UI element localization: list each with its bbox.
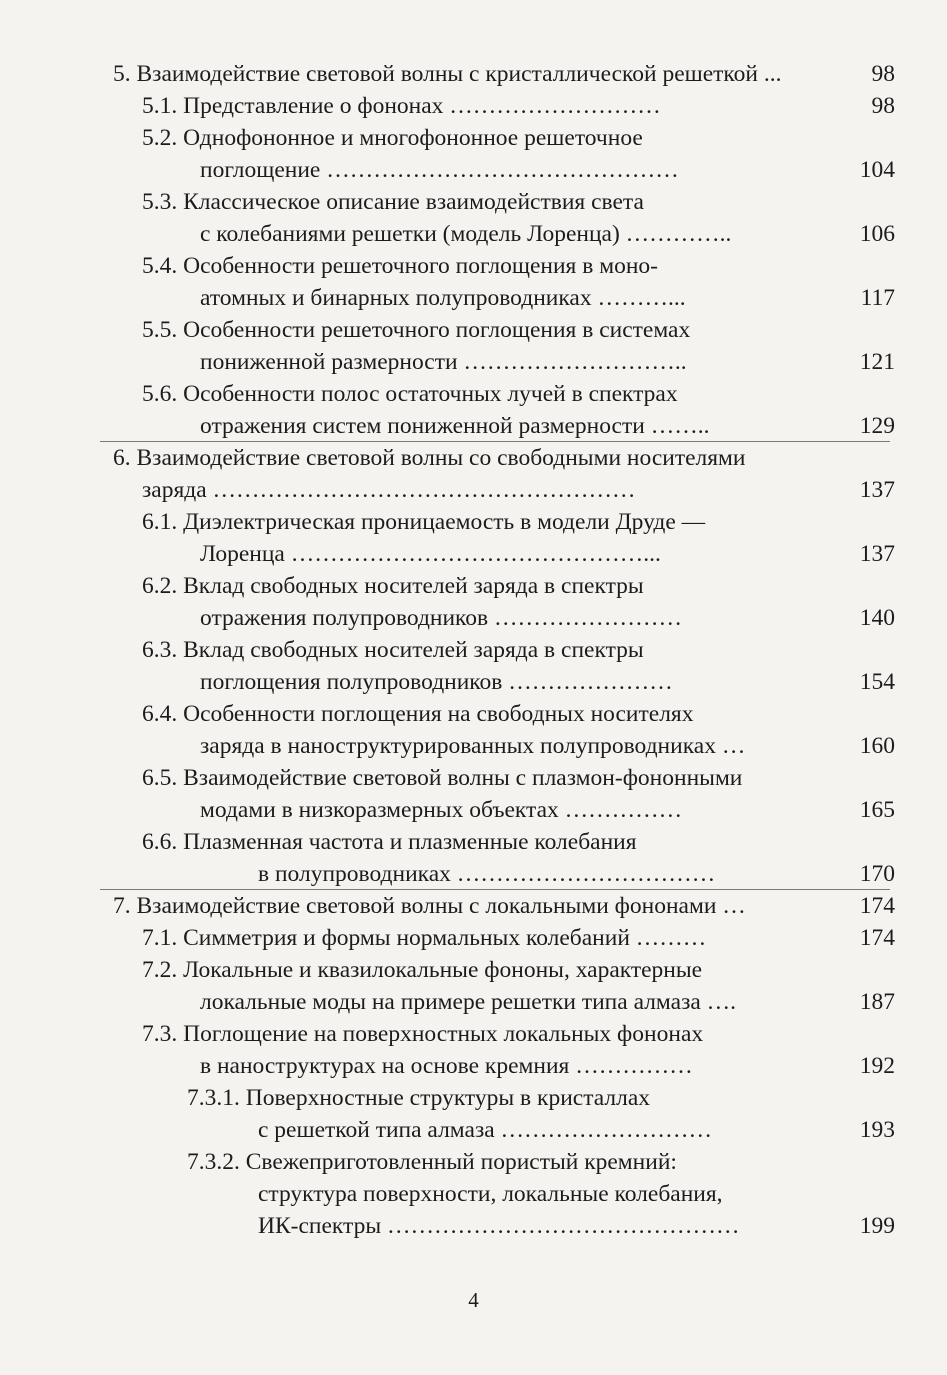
toc-entry-title: пониженной размерности ……………………….. bbox=[200, 349, 687, 375]
toc-entry bbox=[0, 410, 947, 442]
toc-entry bbox=[0, 314, 947, 346]
toc-entry-title: 7.3.2. Свежеприготовленный пористый кремний: bbox=[187, 1149, 677, 1175]
toc-entry bbox=[0, 1082, 947, 1114]
toc-entry bbox=[0, 890, 947, 922]
toc-entry-title: заряда в наноструктурированных полупроводниках … bbox=[200, 733, 746, 759]
toc-entry-title: ИК-спектры ……………………………………… bbox=[258, 1213, 740, 1239]
toc-entry-title: в наноструктурах на основе кремния …………… bbox=[200, 1053, 693, 1079]
toc-entry bbox=[0, 346, 947, 378]
toc-entry bbox=[0, 122, 947, 154]
toc-entry bbox=[0, 474, 947, 506]
toc-entry-page: 137 bbox=[859, 477, 895, 503]
toc-entry-title: отражения систем пониженной размерности …….. bbox=[200, 413, 710, 439]
toc-entry bbox=[0, 90, 947, 122]
toc-entry bbox=[0, 826, 947, 858]
toc-entry bbox=[0, 1210, 947, 1242]
toc-entry bbox=[0, 730, 947, 762]
toc-entry-title: 5.1. Представление о фононах ……………………… bbox=[142, 93, 661, 119]
toc-entry-title: 5.4. Особенности решеточного поглощения в моно- bbox=[142, 253, 658, 279]
toc-entry-title: 7.1. Симметрия и формы нормальных колебаний ……… bbox=[142, 925, 707, 951]
toc-entry-title: структура поверхности, локальные колебания, bbox=[258, 1181, 723, 1207]
toc-entry-page: 98 bbox=[871, 61, 895, 87]
toc-entry bbox=[0, 58, 947, 90]
toc-entry-title: 6.1. Диэлектрическая проницаемость в модели Друде — bbox=[142, 509, 706, 535]
toc-entry bbox=[0, 666, 947, 698]
toc-entry-page: 192 bbox=[859, 1053, 895, 1079]
toc-entry-title: 5.6. Особенности полос остаточных лучей в спектрах bbox=[142, 381, 678, 407]
toc-entry bbox=[0, 1050, 947, 1082]
toc-entry bbox=[0, 1114, 947, 1146]
toc-entry bbox=[0, 506, 947, 538]
toc-entry bbox=[0, 954, 947, 986]
toc-entry-page: 165 bbox=[859, 797, 895, 823]
toc-entry-title: в полупроводниках …………………………… bbox=[258, 861, 716, 887]
toc-entry-title: 6.6. Плазменная частота и плазменные колебания bbox=[142, 829, 637, 855]
toc-entry bbox=[0, 634, 947, 666]
toc-entry-page: 160 bbox=[859, 733, 895, 759]
toc-entry-page: 174 bbox=[859, 925, 895, 951]
toc-entry bbox=[0, 570, 947, 602]
toc-entry-title: 6. Взаимодействие световой волны со свободными носителями bbox=[113, 445, 746, 471]
toc-entry-page: 199 bbox=[859, 1213, 895, 1239]
toc-entry bbox=[0, 218, 947, 250]
table-of-contents bbox=[0, 58, 947, 1242]
toc-entry-title: локальные моды на примере решетки типа алмаза …. bbox=[200, 989, 737, 1015]
toc-entry-page: 187 bbox=[859, 989, 895, 1015]
toc-entry bbox=[0, 794, 947, 826]
toc-entry bbox=[0, 1018, 947, 1050]
toc-entry-title: модами в низкоразмерных объектах …………… bbox=[200, 797, 683, 823]
toc-entry-title: отражения полупроводников …………………… bbox=[200, 605, 683, 631]
toc-entry-title: 7. Взаимодействие световой волны с локальными фононами … bbox=[113, 893, 746, 919]
toc-entry-page: 98 bbox=[871, 93, 895, 119]
toc-entry-page: 137 bbox=[859, 541, 895, 567]
toc-entry bbox=[0, 282, 947, 314]
toc-entry-title: 6.2. Вклад свободных носителей заряда в спектры bbox=[142, 573, 644, 599]
toc-entry bbox=[0, 762, 947, 794]
toc-entry-page: 140 bbox=[859, 605, 895, 631]
toc-entry bbox=[0, 442, 947, 474]
toc-entry-title: 5.2. Однофононное и многофононное решеточное bbox=[142, 125, 643, 151]
toc-entry-title: 7.3. Поглощение на поверхностных локальных фононах bbox=[142, 1021, 704, 1047]
toc-entry bbox=[0, 538, 947, 570]
toc-entry-title: поглощение ……………………………………… bbox=[200, 157, 679, 183]
toc-entry-title: с решеткой типа алмаза ……………………… bbox=[258, 1117, 713, 1143]
toc-entry-title: заряда ……………………………………………… bbox=[142, 477, 636, 503]
toc-entry-page: 154 bbox=[859, 669, 895, 695]
toc-entry-page: 117 bbox=[860, 285, 895, 311]
toc-entry bbox=[0, 250, 947, 282]
toc-entry-page: 129 bbox=[859, 413, 895, 439]
toc-entry-title: 7.3.1. Поверхностные структуры в кристаллах bbox=[187, 1085, 651, 1111]
toc-entry-title: Лоренца ………………………………………... bbox=[200, 541, 661, 567]
toc-entry-title: поглощения полупроводников ………………… bbox=[200, 669, 673, 695]
toc-entry bbox=[0, 922, 947, 954]
toc-entry-page: 170 bbox=[859, 861, 895, 887]
toc-entry-title: 7.2. Локальные и квазилокальные фононы, характерные bbox=[142, 957, 703, 983]
toc-entry bbox=[0, 154, 947, 186]
toc-entry-page: 174 bbox=[859, 893, 895, 919]
toc-entry bbox=[0, 698, 947, 730]
toc-entry-page: 106 bbox=[859, 221, 895, 247]
toc-entry bbox=[0, 602, 947, 634]
toc-entry bbox=[0, 858, 947, 890]
toc-entry-title: атомных и бинарных полупроводниках ………... bbox=[200, 285, 686, 311]
toc-entry-title: 6.4. Особенности поглощения на свободных носителях bbox=[142, 701, 694, 727]
toc-entry-title: 6.5. Взаимодействие световой волны с плазмон-фононными bbox=[142, 765, 743, 791]
toc-entry-title: с колебаниями решетки (модель Лоренца) ………….. bbox=[200, 221, 732, 247]
toc-entry bbox=[0, 186, 947, 218]
toc-entry bbox=[0, 378, 947, 410]
toc-entry-page: 193 bbox=[859, 1117, 895, 1143]
toc-entry-page: 121 bbox=[859, 349, 895, 375]
toc-entry-page: 104 bbox=[859, 157, 895, 183]
toc-entry-title: 5. Взаимодействие световой волны с кристаллической решеткой ... bbox=[113, 61, 782, 87]
toc-entry-title: 5.3. Классическое описание взаимодействия света bbox=[142, 189, 644, 215]
toc-entry-title: 6.3. Вклад свободных носителей заряда в спектры bbox=[142, 637, 644, 663]
page-number: 4 bbox=[468, 1288, 479, 1312]
toc-entry bbox=[0, 1146, 947, 1178]
toc-entry-title: 5.5. Особенности решеточного поглощения в системах bbox=[142, 317, 691, 343]
toc-entry bbox=[0, 1178, 947, 1210]
toc-entry bbox=[0, 986, 947, 1018]
